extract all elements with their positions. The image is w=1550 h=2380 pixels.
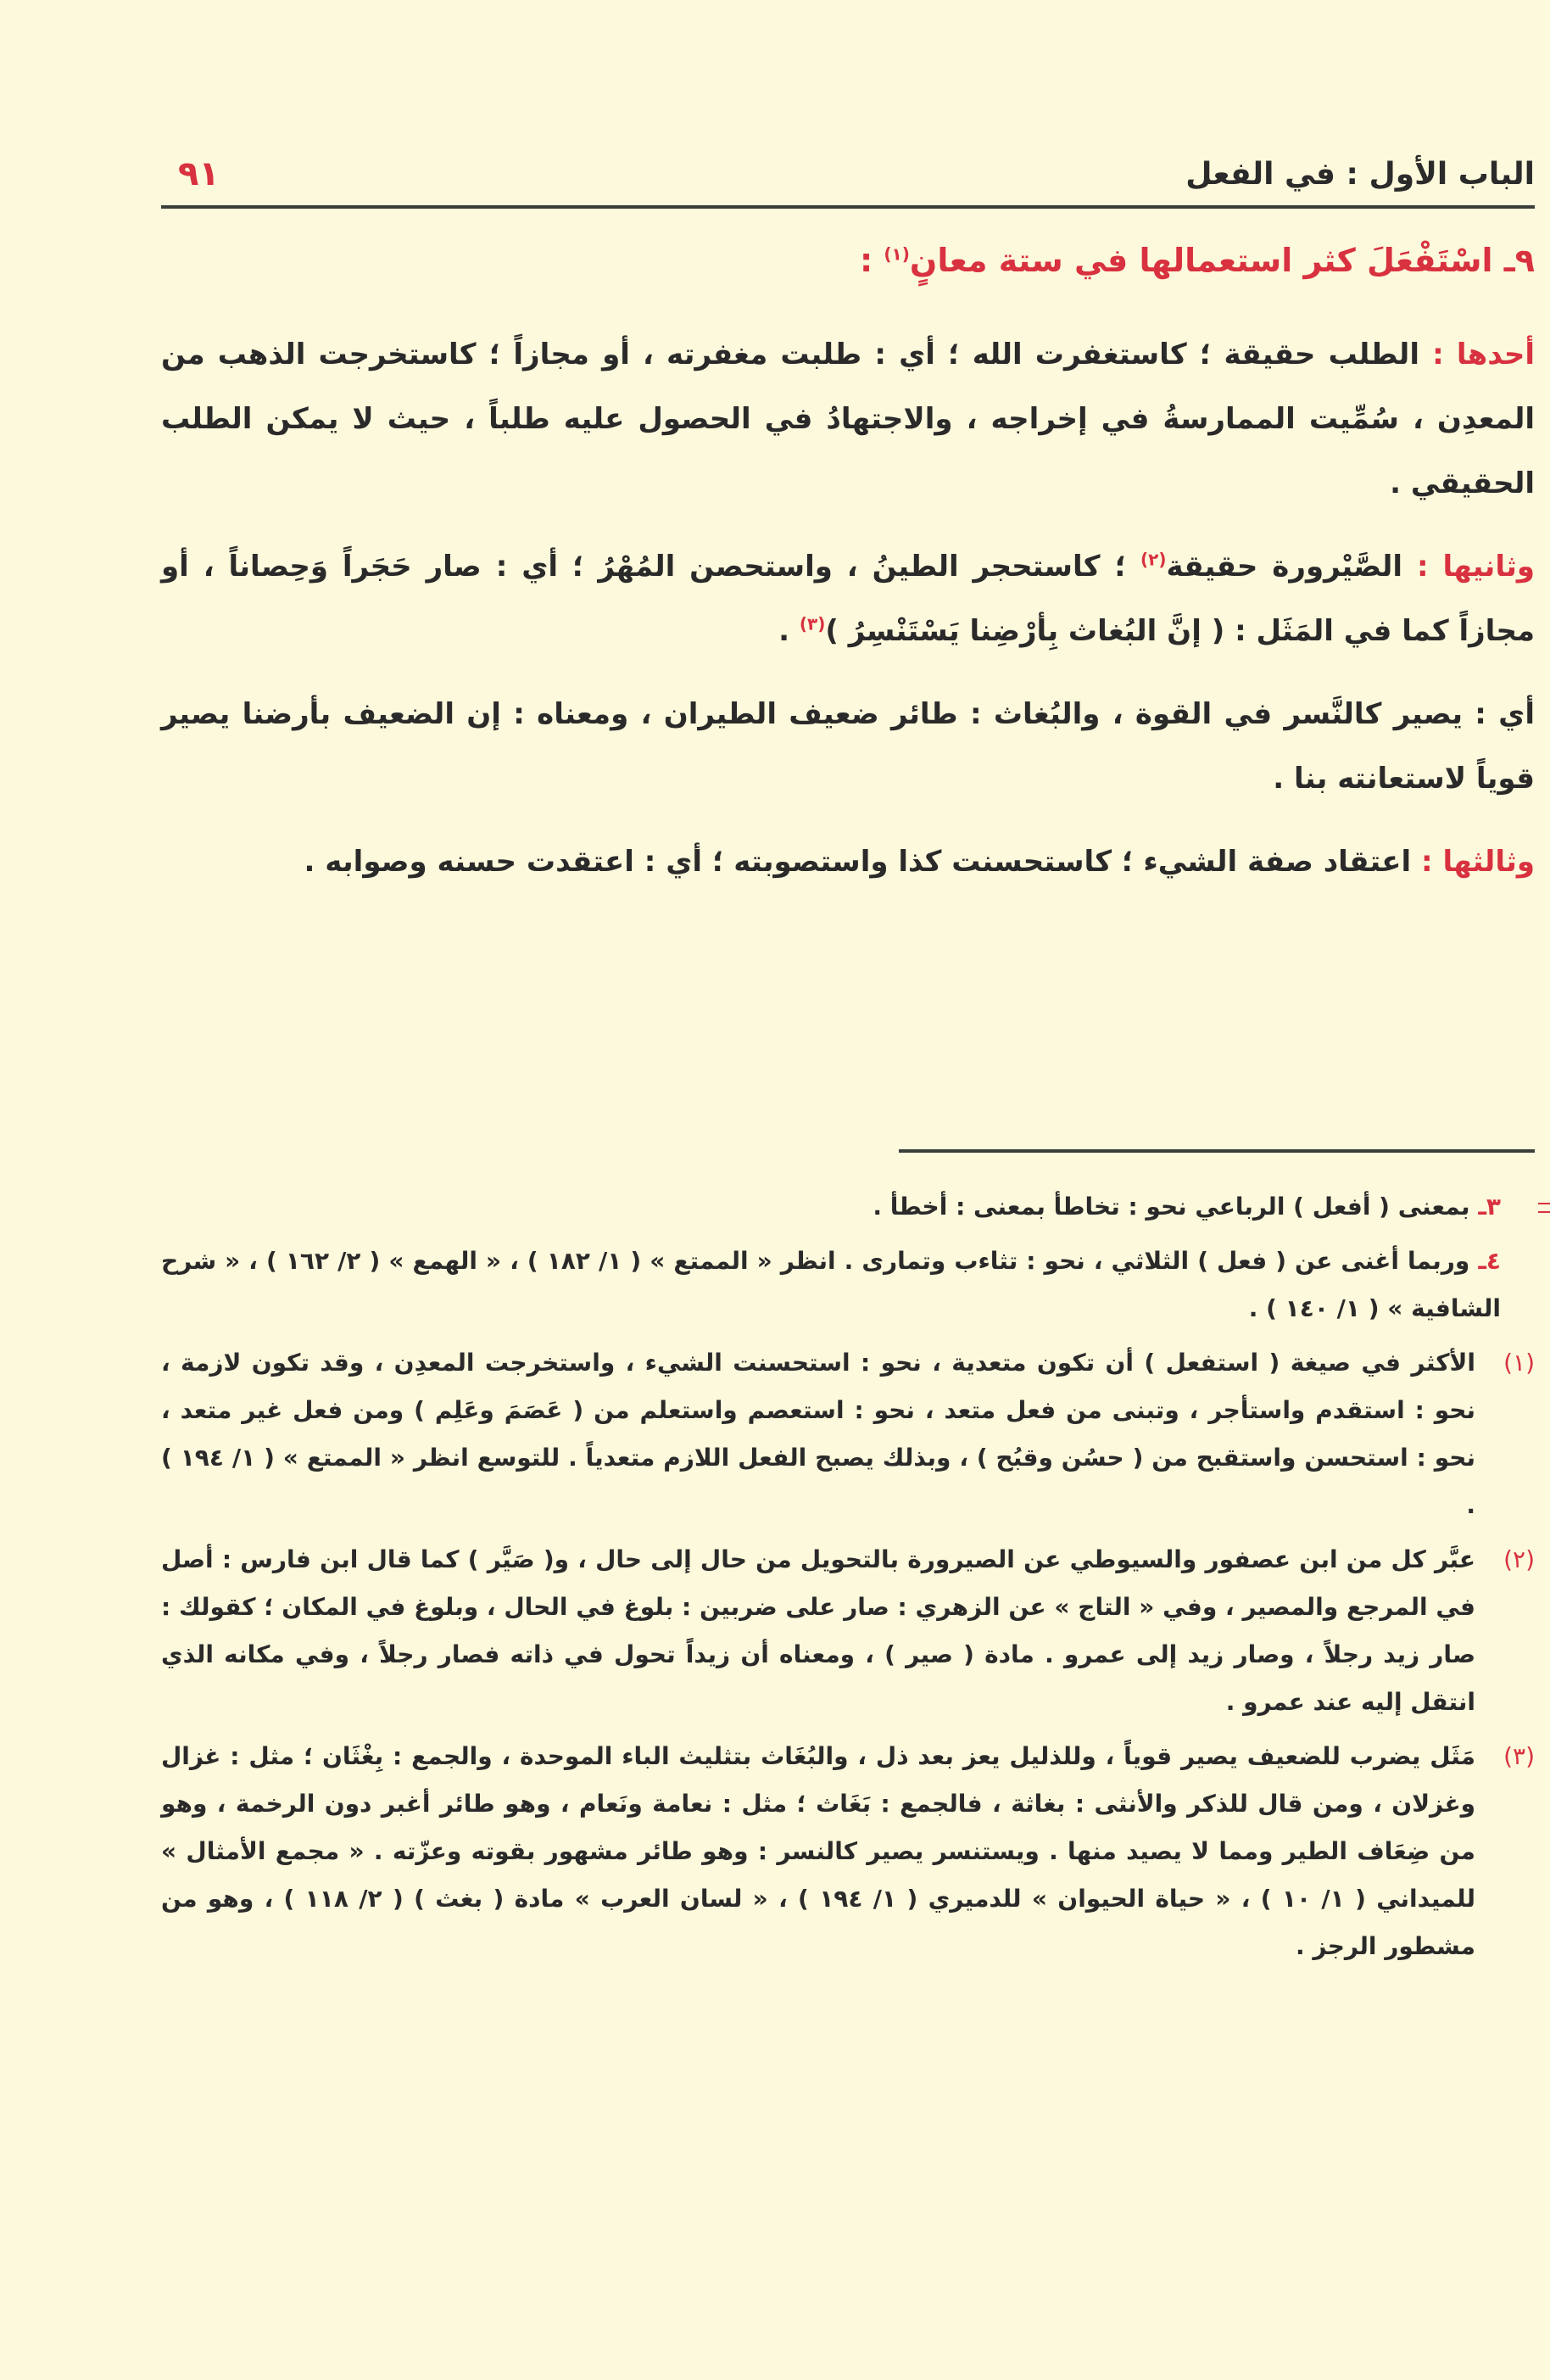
footnote-ref-2[interactable]: (٢) [1140, 549, 1167, 570]
continued-item-number: ٤ـ [1469, 1247, 1501, 1275]
paragraph-second-meaning [161, 534, 1535, 663]
section-heading [161, 242, 1535, 279]
footnote-2 [161, 1536, 1535, 1726]
running-title: الباب الأول : في الفعل [1185, 156, 1535, 192]
paragraph-explanation [161, 682, 1535, 811]
label-separator: : [1419, 338, 1457, 372]
paragraph-first-meaning [161, 322, 1535, 516]
paragraph-text: . [778, 614, 800, 648]
footnote-marker: (٣) [1503, 1742, 1535, 1770]
paragraph-text: اعتقاد صفة الشيء ؛ كاستحسنت كذا واستصوبته ؛ أي : اعتقدت حسنه وصوابه . [304, 845, 1412, 879]
footnote-text: الأكثر في صيغة ( استفعل ) أن تكون متعدية ، نحو : استحسنت الشيء ، واستخرجت المعدِن ، وقد تكون لازمة ، نحو : استقدم واستأجر ، وتبنى من فعل متعد ، نحو : استعصم واستعلم من ( عَصَمَ وعَلِم ) ومن فعل غير متعد ، نحو : استحسن واستقبح من ( حسُن وقبُح ) ، وبذلك يصبح الفعل اللازم متعدياً . للتوسع انظر « الممتع » ( ١/ ١٩٤ ) . [161, 1349, 1475, 1519]
footnote-marker: (٢) [1503, 1545, 1535, 1573]
label-separator: : [1402, 550, 1443, 584]
footnote-marker: (١) [1503, 1349, 1535, 1377]
continued-item-text: بمعنى ( أفعل ) الرباعي نحو : تخاطأ بمعنى : أخطأ . [873, 1193, 1470, 1221]
paragraph-text: الصَّيْرورة حقيقة [1166, 550, 1403, 584]
paragraph-text: الطلب حقيقة ؛ كاستغفرت الله ؛ أي : طلبت مغفرته ، أو مجازاً ؛ كاستخرجت الذهب من المعدِن ، سُمِّيت الممارسةُ في إخراجه ، والاجتهادُ في الحصول عليه طلباً ، حيث لا يمكن الطلب الحقيقي . [161, 338, 1535, 500]
paragraph-third-meaning [161, 830, 1535, 894]
label-separator: : [1411, 845, 1443, 879]
paragraph-text: أي : يصير كالنَّسر في القوة ، والبُغاث : طائر ضعيف الطيران ، ومعناه : إن الضعيف بأرضنا يصير قوياً لاستعانته بنا . [161, 697, 1535, 796]
page-number: ٩١ [178, 154, 220, 193]
footnote-ref-1[interactable]: (١) [884, 243, 910, 265]
label-second: وثانيها [1442, 550, 1535, 584]
footnote-text: عبَّر كل من ابن عصفور والسيوطي عن الصيرورة بالتحويل من حال إلى حال ، و( صَيَّر ) كما قال ابن فارس : أصل في المرجع والمصير ، وفي « التاج » عن الزهري : صار على ضربين : بلوغ في الحال ، وبلوغ في المكان ؛ كقولك : صار زيد رجلاً ، وصار زيد إلى عمرو . مادة ( صير ) ، ومعناه أن زيداً تحول في ذاته فصار رجلاً ، وفي مكانه الذي انتقل إليه عند عمرو . [161, 1545, 1475, 1716]
footnotes [161, 1183, 1535, 1977]
continuation-mark-icon [1538, 1203, 1550, 1213]
footnote-continued-item [161, 1237, 1501, 1332]
footnote-1 [161, 1339, 1535, 1529]
running-header [161, 148, 1535, 199]
footnote-continued-item [161, 1183, 1501, 1231]
section-heading-text: ٩ـ اسْتَفْعَلَ كثر استعمالها في ستة معانٍ [909, 242, 1535, 279]
footnote-3 [161, 1733, 1535, 1970]
footnote-text: مَثَل يضرب للضعيف يصير قوياً ، وللذليل يعز بعد ذل ، والبُغَاث بتثليث الباء الموحدة ، والجمع : بِغْثَان ؛ مثل : غزال وغزلان ، ومن قال للذكر والأنثى : بغاثة ، فالجمع : بَغَاث ؛ مثل : نعامة ونَعام ، وهو طائر أغبر دون الرخمة ، وهو من ضِعَاف الطير ومما لا يصيد منها . ويستنسر يصير كالنسر : وهو طائر مشهور بقوته وعزّته . « مجمع الأمثال » للميداني ( ١/ ١٠ ) ، « حياة الحيوان » للدميري ( ١/ ١٩٤ ) ، « لسان العرب » مادة ( بغث ) ( ٢/ ١١٨ ) ، وهو من مشطور الرجز . [161, 1742, 1475, 1960]
book-page [161, 0, 1535, 2380]
main-text [161, 322, 1535, 913]
continued-item-text: وربما أغنى عن ( فعل ) الثلاثي ، نحو : تثاءب وتمارى . انظر « الممتع » ( ١/ ١٨٢ ) ، « الهمع » ( ٢/ ١٦٢ ) ، « شرح الشافية » ( ١/ ١٤٠ ) . [161, 1247, 1501, 1322]
paragraph-text: ؛ كاستحجر الطينُ ، واستحصن المُهْرُ ؛ أي : صار حَجَراً وَحِصاناً ، أو مجازاً كما في المَثَل : ( إنَّ البُغاث بِأرْضِنا يَسْتَنْسِرُ ) [161, 550, 1535, 648]
header-rule [161, 205, 1535, 209]
continued-item-number: ٣ـ [1469, 1193, 1501, 1221]
label-first: أحدها [1456, 338, 1535, 372]
footnote-ref-3[interactable]: (٣) [799, 613, 826, 634]
section-heading-tail: : [859, 242, 884, 279]
label-third: وثالثها [1442, 845, 1535, 879]
footnote-rule [899, 1149, 1535, 1153]
